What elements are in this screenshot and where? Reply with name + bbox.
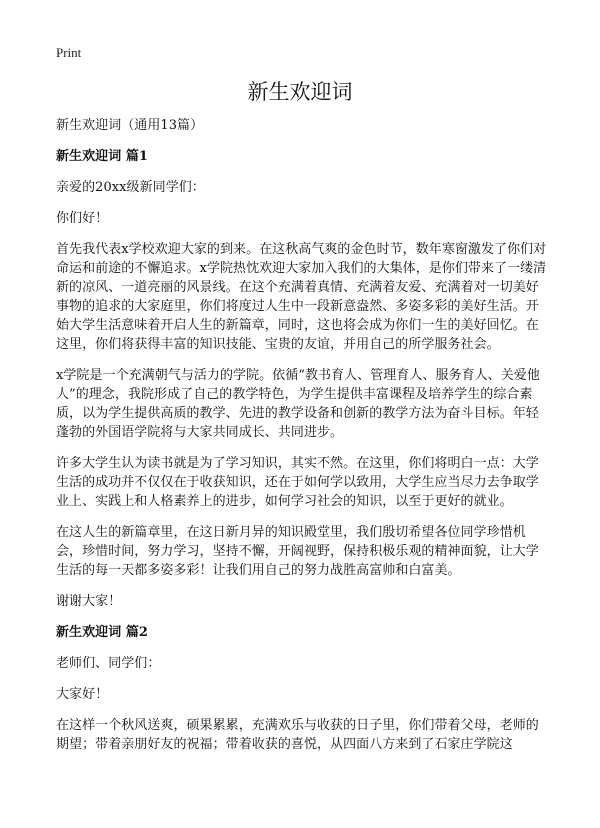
page-title: 新生欢迎词 — [247, 80, 353, 104]
paragraph: 在这人生的新篇章里，在这日新月异的知识殿堂里，我们殷切希望各位同学珍惜机会，珍惜时间，努力学习，坚持不懈，开阔视野，保持积极乐观的精神面貌，让大学生活的每一天都多姿多彩！让我们用自己的努力战胜高富帅和白富美。 — [56, 525, 539, 578]
paragraph: 首先我代表x学校欢迎大家的到来。在这秋高气爽的金色时节，数年寒窗激发了你们对命运和前途的不懈追求。x学院热忱欢迎大家加入我们的大集体，是你们带来了一缕清新的凉风、一道亮丽的风景线。在这个充满着真情、充满着友爱、充满着对一切美好事物的追求的大家庭里，你们将度过人生中一段新意盎然、多姿多彩的美好生活。开始大学生活意味着开启人生的新篇章，同时，这也将会成为你们一生的美好回忆。在这里，你们将获得丰富的知识技能、宝贵的友谊，并用自己的所学服务社会。 — [56, 242, 547, 352]
section-heading-2: 新生欢迎词 篇2 — [56, 625, 148, 640]
section-heading-1: 新生欢迎词 篇1 — [56, 149, 148, 164]
paragraph: 许多大学生认为读书就是为了学习知识，其实不然。在这里，你们将明白一点：大学生活的成功并不仅仅在于收获知识，还在于如何学以致用，大学生应当尽力去争取学业上、实践上和人格素养上的进步，如何学习社会的知识，以至于更好的就业。 — [56, 456, 539, 509]
paragraph: 你们好！ — [56, 211, 109, 226]
paragraph: 亲爱的20xx级新同学们： — [56, 180, 205, 195]
print-link[interactable]: Print — [56, 45, 82, 60]
paragraph: x学院是一个充满朝气与活力的学院。依循“教书育人、管理育人、服务育人、关爱他人”的理念，我院形成了自己的教学特色，为学生提供丰富课程及培养学生的综合素质，以为学生提供高质的教学、先进的教学设备和创新的教学方法为奋斗目标。年轻蓬勃的外国语学院将与大家共同成长、共同进步。 — [56, 368, 540, 440]
paragraph: 谢谢大家！ — [56, 594, 122, 609]
document-body — [56, 116, 550, 766]
paragraph: 在这样一个秋风送爽，硕果累累，充满欢乐与收获的日子里，你们带着父母，老师的期望；带着亲朋好友的祝福；带着收获的喜悦，从四面八方来到了石家庄学院这 — [56, 718, 539, 752]
paragraph: 大家好！ — [56, 687, 109, 702]
paragraph: 老师们、同学们： — [56, 656, 161, 671]
document-subtitle: 新生欢迎词（通用13篇） — [56, 118, 204, 133]
